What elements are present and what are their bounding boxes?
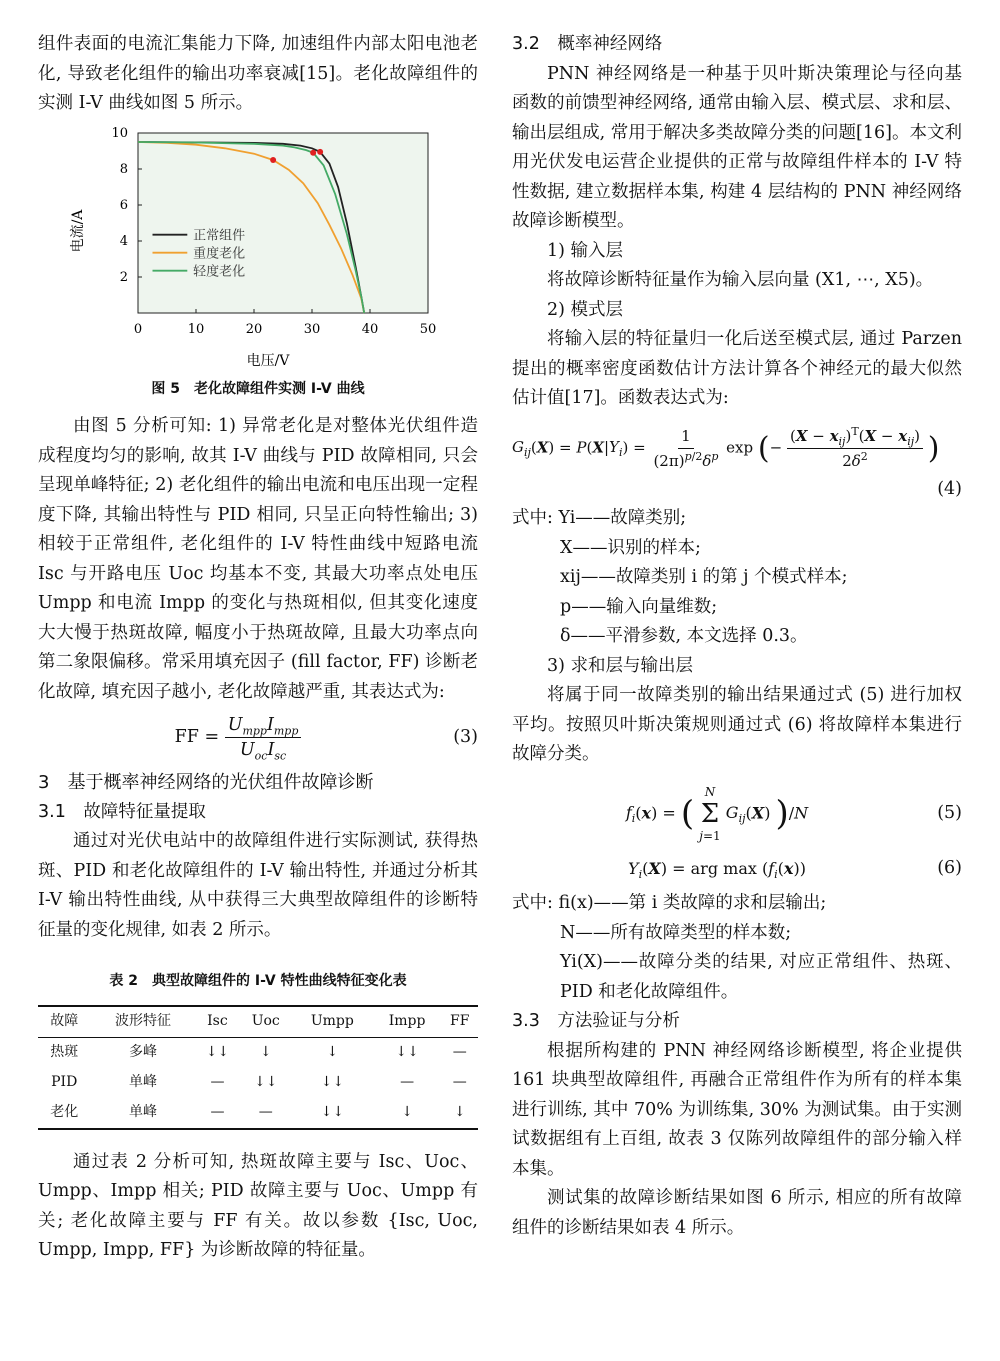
- x-tick-label: 20: [245, 321, 263, 337]
- table-cell: ↓↓: [254, 1073, 278, 1090]
- equation-4: [512, 424, 962, 473]
- table-cell: ↓: [326, 1043, 339, 1060]
- equation-5: [512, 784, 962, 844]
- item-2-heading: 2) 模式层: [547, 299, 624, 320]
- y-tick-label: 4: [119, 233, 128, 249]
- right-column: [512, 30, 962, 1243]
- table-cell: —: [258, 1103, 273, 1120]
- table-header: Isc: [207, 1012, 228, 1029]
- x-tick-label: 30: [303, 321, 321, 337]
- figure-5-chart: [68, 121, 448, 371]
- figure-5-caption: 图 5 老化故障组件实测 I-V 曲线: [151, 380, 365, 397]
- item-1-heading: 1) 输入层: [547, 240, 624, 261]
- y-tick-label: 8: [119, 161, 128, 177]
- left-para-2: 由图 5 分析可知: 1) 异常老化是对整体光伏组件造成程度均匀的影响, 故其 I-V 曲线与 PID 故障相同, 只会呈现单峰特征; 2) 老化组件的输出电流和电压出现一定程度下降, 其输出特性与 PID 相同, 只呈正向特性输出; 3) 相较于正常组件, 老化组件的 I-V 特性曲线中短路电流 Isc 与开路电压 Uoc 均基本不变, 其最大功率点处电压 Umpp 和电流 Impp 的变化与热斑相似, 但其变化速度大大慢于热斑故障, 幅度小于热斑故障, 且最大功率点向第二象限偏移。常采用填充因子 (fill factor, FF) 诊断老化故障, 填充因子越小, 老化故障越严重, 其表达式为:: [38, 416, 478, 702]
- equation-5-number: (5): [937, 802, 962, 823]
- section-3-1-heading: 3.1 故障特征量提取: [38, 801, 206, 822]
- table-header: Umpp: [310, 1012, 354, 1029]
- definition-line: 式中: Yi——故障类别;: [512, 508, 687, 528]
- table-2-caption: 表 2 典型故障组件的 I-V 特性曲线特征变化表: [109, 973, 407, 989]
- y-tick-label: 2: [119, 269, 128, 285]
- max-power-point-marker: [310, 149, 316, 155]
- chart-xlabel: 电压/V: [246, 352, 290, 369]
- item-2-text: 将输入层的特征量归一化后送至模式层, 通过 Parzen 提出的概率密度函数估计方法计算各个神经元的最大似然估计值[17]。函数表达式为:: [512, 329, 962, 408]
- definition-line: p——输入向量维数;: [560, 596, 718, 617]
- left-para-3: 通过对光伏电站中的故障组件进行实际测试, 获得热斑、PID 和老化故障组件的 I-V 输出特性, 并通过分析其 I-V 输出特性曲线, 从中获得三大典型故障组件的诊断特征量的变化规律, 如表 2 所示。: [38, 831, 478, 940]
- section-3-2-heading: 3.2 概率神经网络: [512, 34, 663, 54]
- y-tick-label: 10: [111, 125, 128, 141]
- table-cell: ↓: [453, 1103, 466, 1120]
- definition-line: X——识别的样本;: [560, 537, 701, 558]
- right-para-3: 测试集的故障诊断结果如图 6 所示, 相应的所有故障组件的诊断结果如表 4 所示。: [512, 1188, 962, 1238]
- table-header: Impp: [388, 1012, 426, 1029]
- equation-6-number: (6): [937, 857, 962, 878]
- section-3-heading: 3 基于概率神经网络的光伏组件故障诊断: [38, 772, 374, 793]
- table-row: [38, 1037, 478, 1068]
- table-header: 波形特征: [114, 1012, 171, 1029]
- equation-5-6-definitions: [512, 889, 962, 1007]
- legend-label: 正常组件: [193, 228, 246, 244]
- equation-5-body: $f_i(x)$ = ( N Σ j=1 $G_{ij}(X)$ )/N: [625, 784, 809, 843]
- max-power-point-marker: [270, 157, 276, 163]
- definition-line: 式中: fi(x)——第 i 类故障的求和层输出;: [512, 893, 827, 913]
- equation-4-definitions: [512, 504, 962, 652]
- table-cell: 热斑: [50, 1043, 79, 1060]
- definition-line: Yi(X)——故障分类的结果, 对应正常组件、热斑、PID 和老化故障组件。: [560, 952, 962, 1002]
- table-cell: —: [452, 1043, 467, 1060]
- equation-4-number: (4): [937, 478, 962, 499]
- right-para-1: PNN 神经网络是一种基于贝叶斯决策理论与径向基函数的前馈型神经网络, 通常由输入层、模式层、求和层、输出层组成, 常用于解决多类故障分类的问题[16]。本文利用光伏发电运营企业提供的正常与故障组件样本的 I-V 特性数据, 建立数据样本集, 构建 4 层结构的 PNN 神经网络故障诊断模型。: [512, 63, 962, 231]
- table-cell: 老化: [50, 1103, 79, 1120]
- equation-6-body: $Y_i(X)$ = arg $\max (f_i(x))$: [628, 858, 806, 881]
- table-cell: ↓↓: [205, 1043, 230, 1060]
- max-power-point-marker: [317, 148, 323, 154]
- table-cell: ↓↓: [320, 1073, 345, 1090]
- y-tick-label: 6: [119, 197, 128, 213]
- equation-3-body: FF = $\frac{U_{mpp}I_{mpp}}{U_{oc}I_{sc}}$: [38, 713, 438, 762]
- table-cell: —: [400, 1073, 415, 1090]
- chart-ylabel: 电流/A: [70, 209, 86, 252]
- table-cell: 单峰: [128, 1073, 157, 1090]
- definition-line: xij——故障类别 i 的第 j 个模式样本;: [560, 567, 848, 587]
- table-cell: ↓: [401, 1103, 413, 1120]
- definition-line: δ——平滑参数, 本文选择 0.3。: [560, 626, 808, 646]
- table-header: Uoc: [251, 1012, 280, 1029]
- definition-line: N——所有故障类型的样本数;: [560, 922, 792, 943]
- left-para-4: 通过表 2 分析可知, 热斑故障主要与 Isc、Uoc、Umpp、Impp 相关; PID 故障主要与 Uoc、Umpp 有关; 老化故障主要与 FF 有关。故以参数 {Isc, Uoc, Umpp, Impp, FF} 为诊断故障的特征量。: [38, 1151, 478, 1260]
- table-header: FF: [450, 1012, 470, 1029]
- table-cell: ↓: [259, 1043, 272, 1060]
- table-cell: PID: [51, 1073, 78, 1090]
- table-cell: —: [210, 1073, 225, 1090]
- table-row: [38, 1068, 478, 1098]
- item-3-heading: 3) 求和层与输出层: [547, 655, 694, 676]
- table-cell: ↓↓: [320, 1103, 345, 1120]
- section-3-3-heading: 3.3 方法验证与分析: [512, 1011, 680, 1031]
- item-3-text: 将属于同一故障类别的输出结果通过式 (5) 进行加权平均。按照贝叶斯决策规则通过式 (6) 将故障样本集进行故障分类。: [512, 685, 962, 764]
- legend-label: 重度老化: [193, 246, 246, 262]
- equation-4-body: $G_{ij}(X) = P(X|Y_i)$ = $\frac{1}{(2\pi)^{p/2}\delta^p}$ exp (− $\frac{(X - x_{ij})^T(X - x_{ij})}{2\delta^2}$ ): [512, 424, 940, 470]
- right-para-2: 根据所构建的 PNN 神经网络诊断模型, 将企业提供 161 块典型故障组件, 再融合正常组件作为所有的样本集进行训练, 其中 70% 为训练集, 30% 为测试集。由于实测试数据组有上百组, 故表 3 仅陈列故障组件的部分输入样本集。: [512, 1040, 962, 1179]
- equation-3-number: (3): [453, 726, 478, 747]
- plot-area: [138, 133, 428, 313]
- chart-frame: [138, 133, 428, 313]
- legend-label: 轻度老化: [193, 264, 246, 280]
- equation-3: [38, 713, 478, 762]
- x-tick-label: 0: [133, 321, 143, 337]
- table-cell: 单峰: [128, 1103, 157, 1120]
- table-cell: 多峰: [128, 1043, 157, 1060]
- table-row: [38, 1098, 478, 1129]
- table-2: [38, 1005, 478, 1130]
- table-cell: —: [210, 1103, 225, 1120]
- left-para-1: 组件表面的电流汇集能力下降, 加速组件内部太阳电池老化, 导致老化组件的输出功率衰减[15]。老化故障组件的实测 I-V 曲线如图 5 所示。: [38, 34, 478, 113]
- left-column: [38, 30, 478, 1266]
- table-cell: ↓↓: [395, 1043, 419, 1060]
- x-tick-label: 50: [419, 321, 437, 337]
- x-tick-label: 40: [361, 321, 379, 337]
- table-header: 故障: [50, 1012, 79, 1029]
- table-cell: —: [452, 1073, 467, 1090]
- item-1-text: 将故障诊断特征量作为输入层向量 (X1, ⋯, X5)。: [547, 270, 934, 290]
- x-tick-label: 10: [187, 321, 205, 337]
- equation-6: [512, 854, 962, 884]
- table-header-row: [38, 1006, 478, 1038]
